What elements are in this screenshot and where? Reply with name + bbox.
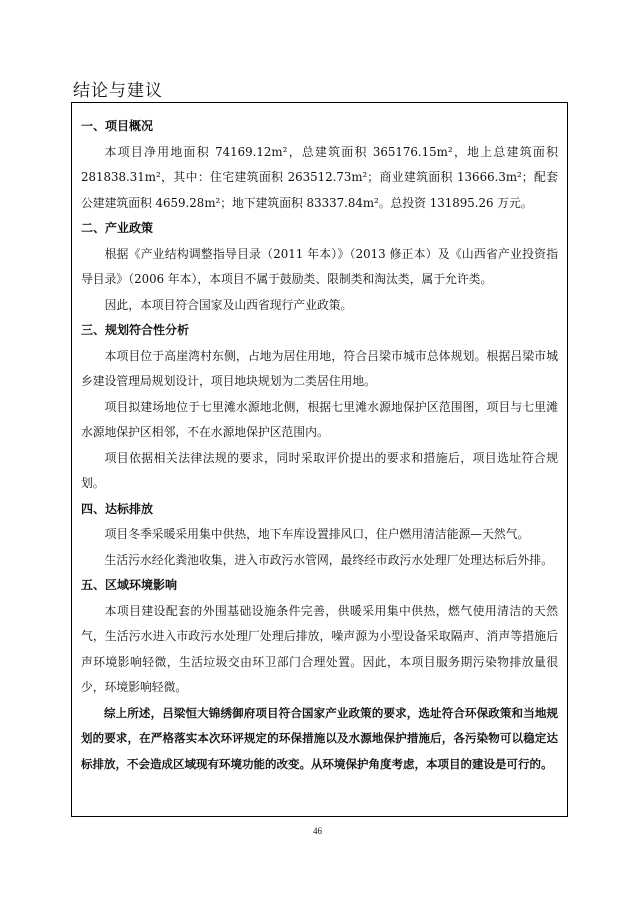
section-project-overview bbox=[81, 114, 558, 216]
section-emission-standards bbox=[81, 497, 558, 574]
paragraph: 本项目位于高崖湾村东侧，占地为居住用地，符合吕梁市城市总体规划。根据吕梁市城乡建设管理局规划设计，项目地块规划为二类居住用地。 bbox=[81, 348, 558, 388]
section-heading: 四、达标排放 bbox=[81, 501, 154, 516]
section-heading: 二、产业政策 bbox=[81, 221, 154, 235]
page-title: 结论与建议 bbox=[73, 81, 163, 101]
conclusion-box bbox=[71, 102, 568, 817]
box-content bbox=[72, 103, 567, 777]
page-number: 46 bbox=[313, 826, 322, 836]
section-industrial-policy bbox=[81, 216, 558, 318]
paragraph: 生活污水经化粪池收集，进入市政污水管网，最终经市政污水处理厂处理达标后外排。 bbox=[104, 552, 553, 567]
conclusion-paragraph: 综上所述，吕梁恒大锦绣御府项目符合国家产业政策的要求，选址符合环保政策和当地规划的要求，在严格落实本次环评规定的环保措施以及水源地保护措施后，各污染物可以稳定达标排放，不会造成区域现有环境功能的改变。从环境保护角度考虑，本项目的建设是可行的。 bbox=[81, 705, 558, 771]
section-heading: 一、项目概况 bbox=[81, 119, 154, 133]
paragraph: 项目依据相关法律法规的要求，同时采取评价提出的要求和措施后，项目选址符合规划。 bbox=[81, 450, 558, 490]
section-planning-compliance bbox=[81, 318, 558, 497]
paragraph: 因此，本项目符合国家及山西省现行产业政策。 bbox=[104, 297, 353, 312]
paragraph: 本项目建设配套的外围基础设施条件完善，供暖采用集中供热，燃气使用清洁的天然气，生活污水进入市政污水处理厂处理后排放，噪声源为小型设备采取隔声、消声等措施后声环境影响轻微，生活垃圾交由环卫部门合理处置。因此，本项目服务期污染物排放量很少，环境影响轻微。 bbox=[81, 603, 558, 694]
paragraph: 项目冬季采暖采用集中供热，地下车库设置排风口，住户燃用清洁能源—天然气。 bbox=[104, 527, 530, 541]
paragraph: 根据《产业结构调整指导目录（2011 年本）》（2013 修正本）及《山西省产业投资指导目录》（2006 年本），本项目不属于鼓励类、限制类和淘汰类，属于允许类。 bbox=[81, 246, 558, 286]
section-heading: 五、区域环境影响 bbox=[81, 578, 178, 592]
section-heading: 三、规划符合性分析 bbox=[81, 323, 190, 337]
section-regional-impact bbox=[81, 573, 558, 701]
paragraph: 项目拟建场地位于七里滩水源地北侧，根据七里滩水源地保护区范围图，项目与七里滩水源地保护区相邻，不在水源地保护区范围内。 bbox=[81, 399, 558, 439]
paragraph: 本项目净用地面积 74169.12m²，总建筑面积 365176.15m²，地上总建筑面积 281838.31m²，其中：住宅建筑面积 263512.73m²；商业建筑面积 13666.3m²；配套公建建筑面积 4659.28m²；地下建筑面积 83337.84m²。总投资 131895.26 万元。 bbox=[81, 144, 558, 210]
